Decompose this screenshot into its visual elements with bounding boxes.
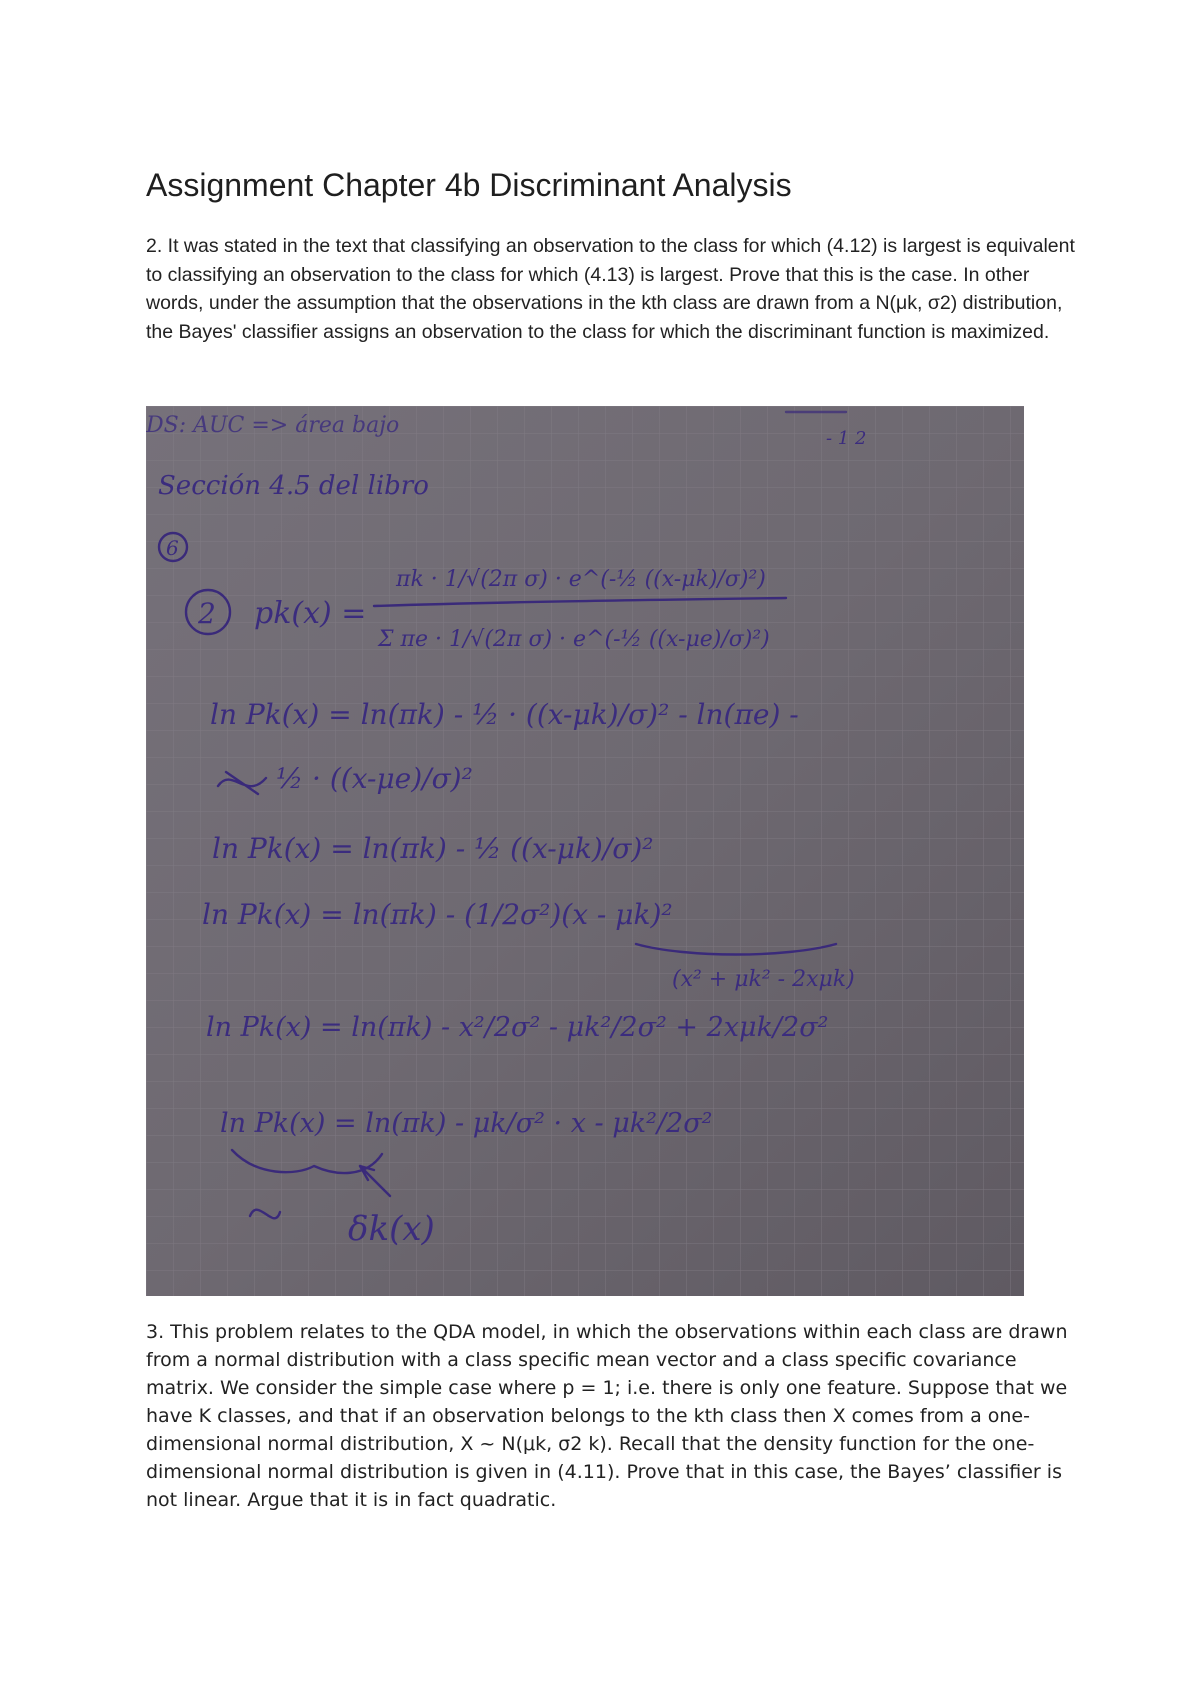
line-6: ln Pk(x) = ln(πk) - x²/2σ² - μk²/2σ² + 2xμk/2σ² bbox=[206, 1012, 829, 1043]
page-title: Assignment Chapter 4b Discriminant Analysis bbox=[146, 167, 792, 204]
problem-number: 2 bbox=[198, 597, 216, 630]
circled-number: 6 bbox=[166, 536, 179, 560]
line-3: ½ · ((x-μe)/σ)² bbox=[276, 762, 473, 795]
section-note: Sección 4.5 del libro bbox=[158, 471, 429, 501]
line-2: ln Pk(x) = ln(πk) - ½ · ((x-μk)/σ)² - ln(πe) - bbox=[210, 698, 799, 731]
line-1-denominator: Σ πe · 1/√(2π σ) · e^(-½ ((x-μe)/σ)²) bbox=[378, 627, 770, 652]
line-1-lhs: pk(x) = bbox=[254, 596, 367, 631]
line-5-expansion: (x² + μk² - 2xμk) bbox=[672, 967, 855, 992]
handwritten-solution-photo bbox=[146, 406, 1024, 1296]
line-7: ln Pk(x) = ln(πk) - μk/σ² · x - μk²/2σ² bbox=[220, 1108, 713, 1139]
line-4: ln Pk(x) = ln(πk) - ½ ((x-μk)/σ)² bbox=[212, 832, 654, 865]
page-number: - 1 2 bbox=[826, 428, 867, 449]
question-3-text: 3. This problem relates to the QDA model, in which the observations within each class are drawn from a normal distribution with a class specific mean vector and a class specific covariance matrix. We consider the simple case where p = 1; i.e. there is only one feature. Suppose that we have K classes, and that if an observation belongs to the kth class then X comes from a one-dimensional normal distribution, X ~ N(μk, σ2 k). Recall that the density function for the one-dimensional normal distribution is given in (4.11). Prove that in this case, the Bayes’ classifier is not linear. Argue that it is in fact quadratic. bbox=[146, 1321, 1068, 1511]
line-5: ln Pk(x) = ln(πk) - (1/2σ²)(x - μk)² bbox=[202, 898, 673, 931]
line-1-numerator: πk · 1/√(2π σ) · e^(-½ ((x-μk)/σ)²) bbox=[396, 567, 766, 592]
question-2-text: 2. It was stated in the text that classifying an observation to the class for which (4.12) is largest is equivalent to classifying an observation to the class for which (4.13) is largest. Prove that this is the case. In other words, under the assumption that the observations in the kth class are drawn from a N(μk, σ2) distribution, the Bayes' classifier assigns an observation to the class for which the discriminant function is maximized. bbox=[146, 235, 1075, 343]
line-8: δk(x) bbox=[348, 1209, 435, 1249]
header-scribble: DS: AUC => área bajo bbox=[146, 413, 400, 438]
